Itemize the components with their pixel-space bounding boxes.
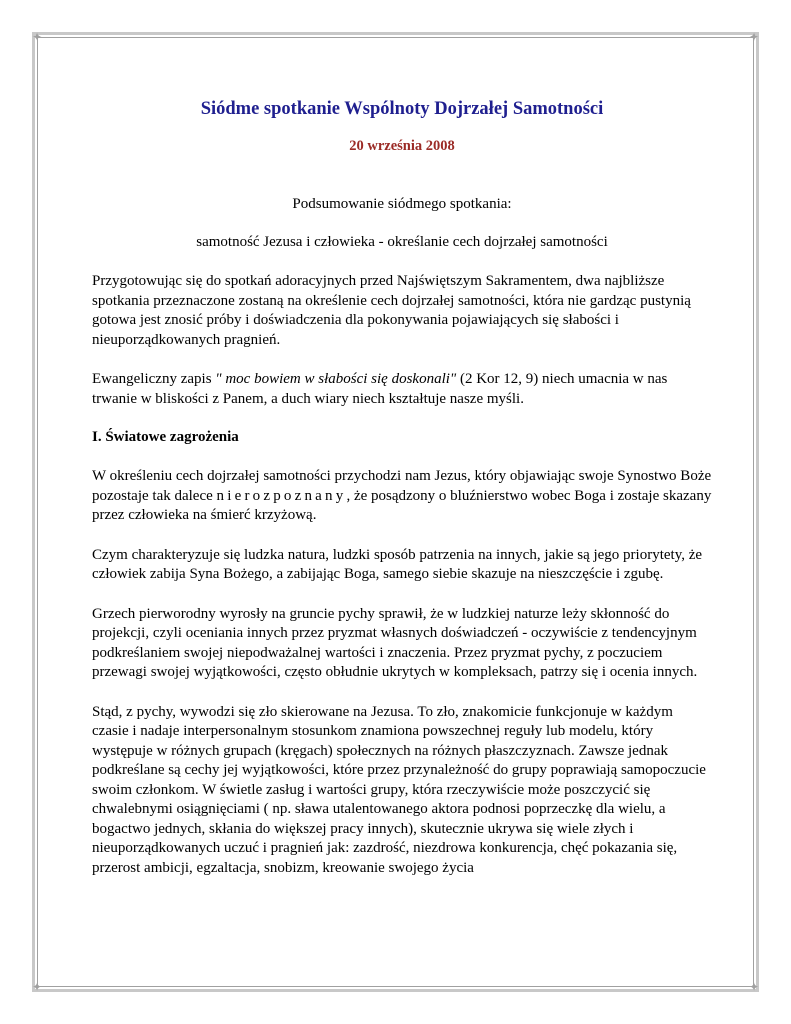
paragraph-pride: Stąd, z pychy, wywodzi się zło skierowane na Jezusa. To zło, znakomicie funkcjonuje w każdym czasie i nadaje interpersonalnym stosunkom znamiona powszechnej reguły lub modelu, który występuje w różnych grupach (kręgach) społecznych na różnych płaszczyznach. Zawsze jednak podkreślane są cechy jej wyjątkowości, które przez przynależność do grupy poprawiają samopoczucie swoim członkom. W świetle zasług i wartości grupy, która rzeczywiście może poszczycić się chwalebnymi osiągnięciami ( np. sława utalentowanego aktora podnosi poprzeczkę dla wielu, a bogactwo jednych, skłania do większej pracy innych), skutecznie ukrywa się wiele złych i nieuporządkowanych uczuć i pragnień jak: zazdrość, niezdrowa konkurencja, chęć pokazania się, przerost ambicji, egzaltacja, snobizm, kreowanie swojego życia — [92, 703, 706, 876]
meeting-date: 20 września 2008 — [349, 138, 455, 154]
summary-subtitle: Podsumowanie siódmego spotkania: — [292, 196, 512, 212]
scripture-tail-text: (2 Kor 12, 9) niech umacnia w nas trwanie w bliskości z Panem, a duch wiary niech kształtuje nasze myśli. — [92, 371, 668, 407]
paragraph-jesus-tail: , że posądzony o bluźnierstwo wobec Boga i zostaje skazany przez człowieka na śmierć krzyżową. — [92, 487, 712, 523]
document-body — [92, 96, 712, 878]
corner-ornament-icon: ✦ — [748, 30, 760, 44]
spaced-emphasis-word: nierozpoznany — [216, 487, 347, 504]
paragraph-jesus-lead: W określeniu cech dojrzałej samotności przychodzi nam Jezus, który objawiając swoje Synostwo Boże pozostaje tak dalece — [92, 468, 712, 504]
scripture-quote: " moc bowiem w słabości się doskonali" — [215, 371, 457, 387]
corner-ornament-icon: ✦ — [31, 30, 43, 44]
corner-ornament-icon: ✦ — [31, 980, 43, 994]
page-title: Siódme spotkanie Wspólnoty Dojrzałej Samotności — [200, 99, 604, 119]
scripture-lead-text: Ewangeliczny zapis — [92, 371, 216, 387]
paragraph-jesus — [92, 467, 712, 526]
section-heading: I. Światowe zagrożenia — [92, 429, 239, 445]
paragraph-intro: Przygotowując się do spotkań adoracyjnych przed Najświętszym Sakramentem, dwa najbliższe spotkania przeznaczone zostaną na określenie cech dojrzałej samotności, która nie gardząc pustynią gotowa jest znosić próby i doświadczenia dla pokonywania pojawiających się słabości i nieuporządkowanych pragnień. — [92, 273, 691, 348]
corner-ornament-icon: ✦ — [748, 980, 760, 994]
topic-subtitle: samotność Jezusa i człowieka - określanie cech dojrzałej samotności — [196, 234, 608, 250]
paragraph-scripture — [92, 370, 712, 409]
paragraph-nature: Czym charakteryzuje się ludzka natura, ludzki sposób patrzenia na innych, jakie są jego priorytety, że człowiek zabija Syna Bożego, a zabijając Boga, samego siebie skazuje na nieszczęście i zgubę. — [92, 546, 703, 582]
paragraph-original-sin: Grzech pierworodny wyrosły na gruncie pychy sprawił, że w ludzkiej naturze leży skłonność do projekcji, czyli oceniania innych przez pryzmat własnych doświadczeń - oczywiście z tendencyjnym podkreślaniem swojej niepodważalnej wartości i znaczenia. Przez pryzmat pychy, z poczuciem przewagi swojej wyjątkowości, często obłudnie ukrytych w kompleksach, patrzy się i ocenia innych. — [92, 605, 698, 680]
